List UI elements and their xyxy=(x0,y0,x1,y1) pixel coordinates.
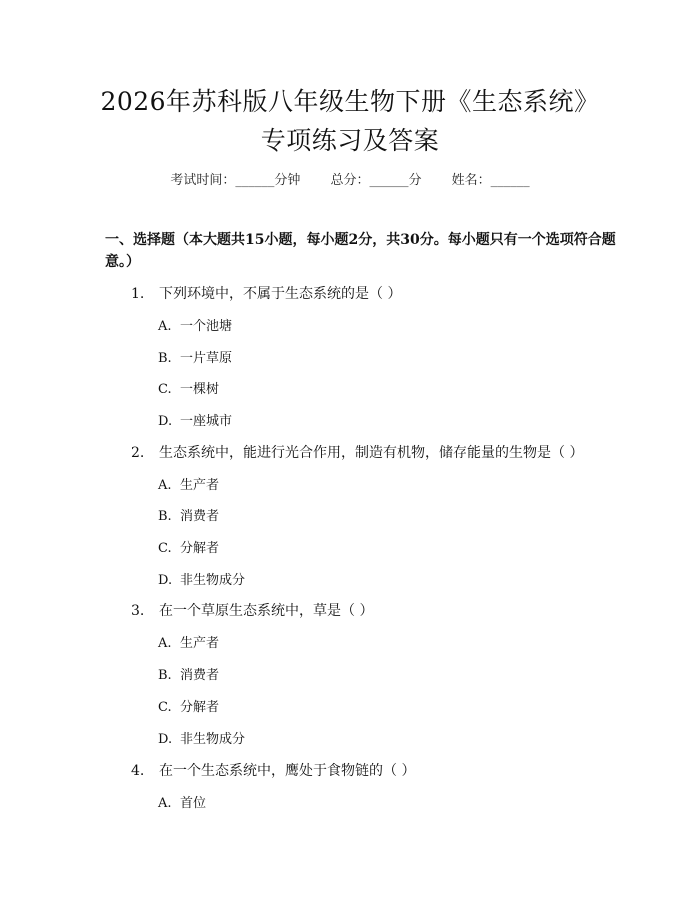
question-text: 下列环境中，不属于生态系统的是（ ） xyxy=(159,286,402,302)
option-text: 生产者 xyxy=(180,636,220,651)
option-letter: A. xyxy=(158,636,172,651)
option-text: 一座城市 xyxy=(180,414,233,429)
option-letter: B. xyxy=(158,668,172,683)
option xyxy=(158,410,232,429)
question-number: 1. xyxy=(131,286,145,302)
option-text: 分解者 xyxy=(180,541,220,556)
option xyxy=(158,505,219,524)
exam-meta xyxy=(0,169,700,188)
option xyxy=(158,569,245,588)
question-number: 2. xyxy=(131,445,145,461)
option-letter: B. xyxy=(158,509,172,524)
option-text: 非生物成分 xyxy=(180,732,246,747)
option-text: 一棵树 xyxy=(180,382,220,397)
option-letter: D. xyxy=(158,573,173,588)
option xyxy=(158,537,219,556)
option-letter: A. xyxy=(158,319,172,334)
option-letter: A. xyxy=(158,796,172,811)
option-letter: D. xyxy=(158,414,173,429)
question-number: 4. xyxy=(131,763,145,779)
option-letter: C. xyxy=(158,700,172,715)
option-text: 消费者 xyxy=(180,668,220,683)
option-letter: C. xyxy=(158,541,172,556)
question-text: 在一个草原生态系统中，草是（ ） xyxy=(159,603,374,619)
question xyxy=(131,283,401,303)
option-text: 一片草原 xyxy=(180,351,233,366)
option xyxy=(158,664,219,683)
option-text: 非生物成分 xyxy=(180,573,246,588)
section-heading: 一、选择题（本大题共15小题，每小题2分，共30分。每小题只有一个选项符合题意。） xyxy=(105,232,616,270)
option-text: 一个池塘 xyxy=(180,319,233,334)
option xyxy=(158,632,219,651)
option-text: 分解者 xyxy=(180,700,220,715)
option-letter: D. xyxy=(158,732,173,747)
option xyxy=(158,347,232,366)
question-text: 在一个生态系统中，鹰处于食物链的（ ） xyxy=(159,763,416,779)
exam-score: 总分：______分 xyxy=(330,173,422,188)
question xyxy=(131,600,373,620)
option xyxy=(158,728,245,747)
question-number: 3. xyxy=(131,603,145,619)
question-text: 生态系统中，能进行光合作用，制造有机物，储存能量的生物是（ ） xyxy=(159,445,584,461)
exam-name: 姓名：______ xyxy=(451,173,530,188)
option-text: 消费者 xyxy=(180,509,220,524)
doc-title-line1: 2026年苏科版八年级生物下册《生态系统》 xyxy=(100,87,600,116)
option xyxy=(158,792,206,811)
question xyxy=(131,442,583,462)
option-text: 首位 xyxy=(180,796,207,811)
doc-title-line2: 专项练习及答案 xyxy=(260,126,440,155)
option-letter: B. xyxy=(158,351,172,366)
option xyxy=(158,474,219,493)
option xyxy=(158,315,232,334)
option xyxy=(158,378,219,397)
option-letter: A. xyxy=(158,478,172,493)
question xyxy=(131,760,415,780)
option-text: 生产者 xyxy=(180,478,220,493)
option-letter: C. xyxy=(158,382,172,397)
option xyxy=(158,696,219,715)
exam-time: 考试时间：______分钟 xyxy=(170,173,301,188)
